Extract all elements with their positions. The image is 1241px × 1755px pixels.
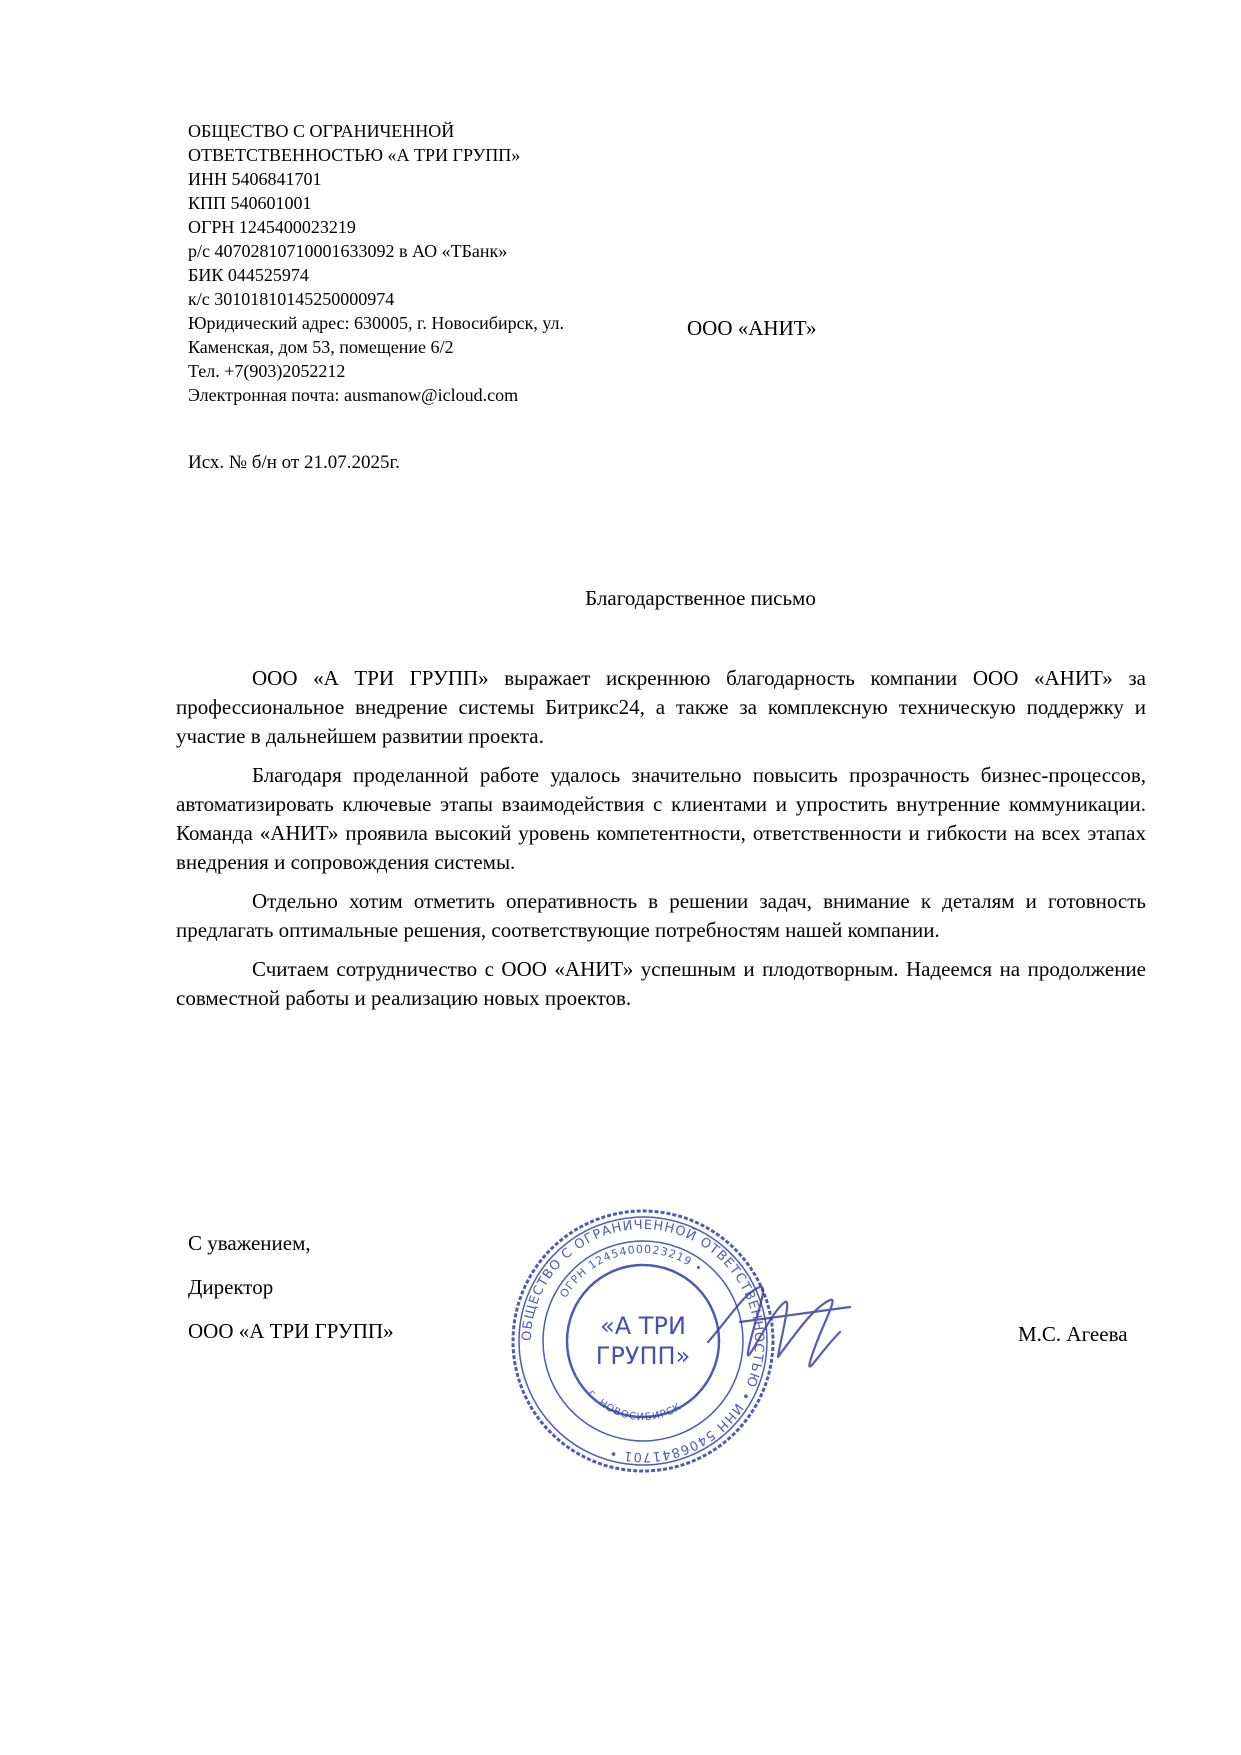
sender-line: БИК 044525974 — [188, 265, 309, 285]
document-title: Благодарственное письмо — [585, 586, 816, 610]
sender-requisites — [188, 119, 658, 407]
sender-line: Каменская, дом 53, помещение 6/2 — [188, 337, 454, 357]
sender-line: КПП 540601001 — [188, 193, 312, 213]
stamp-outer-text: ОБЩЕСТВО С ОГРАНИЧЕННОЙ ОТВЕТСТВЕННОСТЬЮ • ИНН 5406841701 • — [519, 1217, 767, 1465]
sender-line: р/с 40702810710001633092 в АО «ТБанк» — [188, 241, 508, 261]
closing-regards: С уважением, — [188, 1231, 311, 1255]
stamp-city: г. НОВОСИБИРСК — [585, 1388, 684, 1424]
sender-line: ОГРН 1245400023219 — [188, 217, 356, 237]
outgoing-number: Исх. № б/н от 21.07.2025г. — [188, 452, 400, 473]
letter-body — [176, 664, 1146, 1023]
body-paragraph: Считаем сотрудничество с ООО «АНИТ» успешным и плодотворным. Надеемся на продолжение совместной работы и реализацию новых проектов. — [176, 957, 1146, 1010]
recipient: ООО «АНИТ» — [687, 316, 817, 340]
sender-line: Электронная почта: ausmanow@icloud.com — [188, 385, 519, 405]
closing-position: Директор — [188, 1275, 274, 1299]
handwritten-signature — [700, 1272, 870, 1392]
stamp-center-line1: «А ТРИ — [600, 1312, 686, 1340]
body-paragraph: ООО «А ТРИ ГРУПП» выражает искреннюю благодарность компании ООО «АНИТ» за профессиональное внедрение системы Битрикс24, а также за комплексную техническую поддержку и участие в дальнейшем развитии проекта. — [176, 666, 1146, 748]
svg-text:г. НОВОСИБИРСК — [586, 1388, 684, 1423]
body-paragraph: Отдельно хотим отметить оперативность в решении задач, внимание к деталям и готовность предлагать оптимальные решения, соответствующие потребностям нашей компании. — [176, 889, 1146, 942]
sender-line: ОБЩЕСТВО С ОГРАНИЧЕННОЙ — [188, 121, 455, 141]
stamp-inner-text: ОГРН 1245400023219 • — [557, 1242, 706, 1301]
sender-line: к/с 30101810145250000974 — [188, 289, 395, 309]
sender-line: Юридический адрес: 630005, г. Новосибирск, ул. — [188, 313, 565, 333]
stamp-center-line2: ГРУПП» — [595, 1342, 691, 1370]
body-paragraph: Благодаря проделанной работе удалось значительно повысить прозрачность бизнес-процессов, автоматизировать ключевые этапы взаимодействия с клиентами и упростить внутренние коммуникации. Команда «АНИТ» проявила высокий уровень компетентности, ответственности и гибкости на всех этапах внедрения и сопровождения системы. — [176, 763, 1146, 874]
sender-line: ИНН 5406841701 — [188, 169, 322, 189]
closing-block — [188, 1230, 394, 1362]
closing-company: ООО «А ТРИ ГРУПП» — [188, 1319, 394, 1343]
sender-line: Тел. +7(903)2052212 — [188, 361, 346, 381]
signer-name: М.С. Агеева — [1018, 1322, 1128, 1346]
sender-line: ОТВЕТСТВЕННОСТЬЮ «А ТРИ ГРУПП» — [188, 145, 521, 165]
